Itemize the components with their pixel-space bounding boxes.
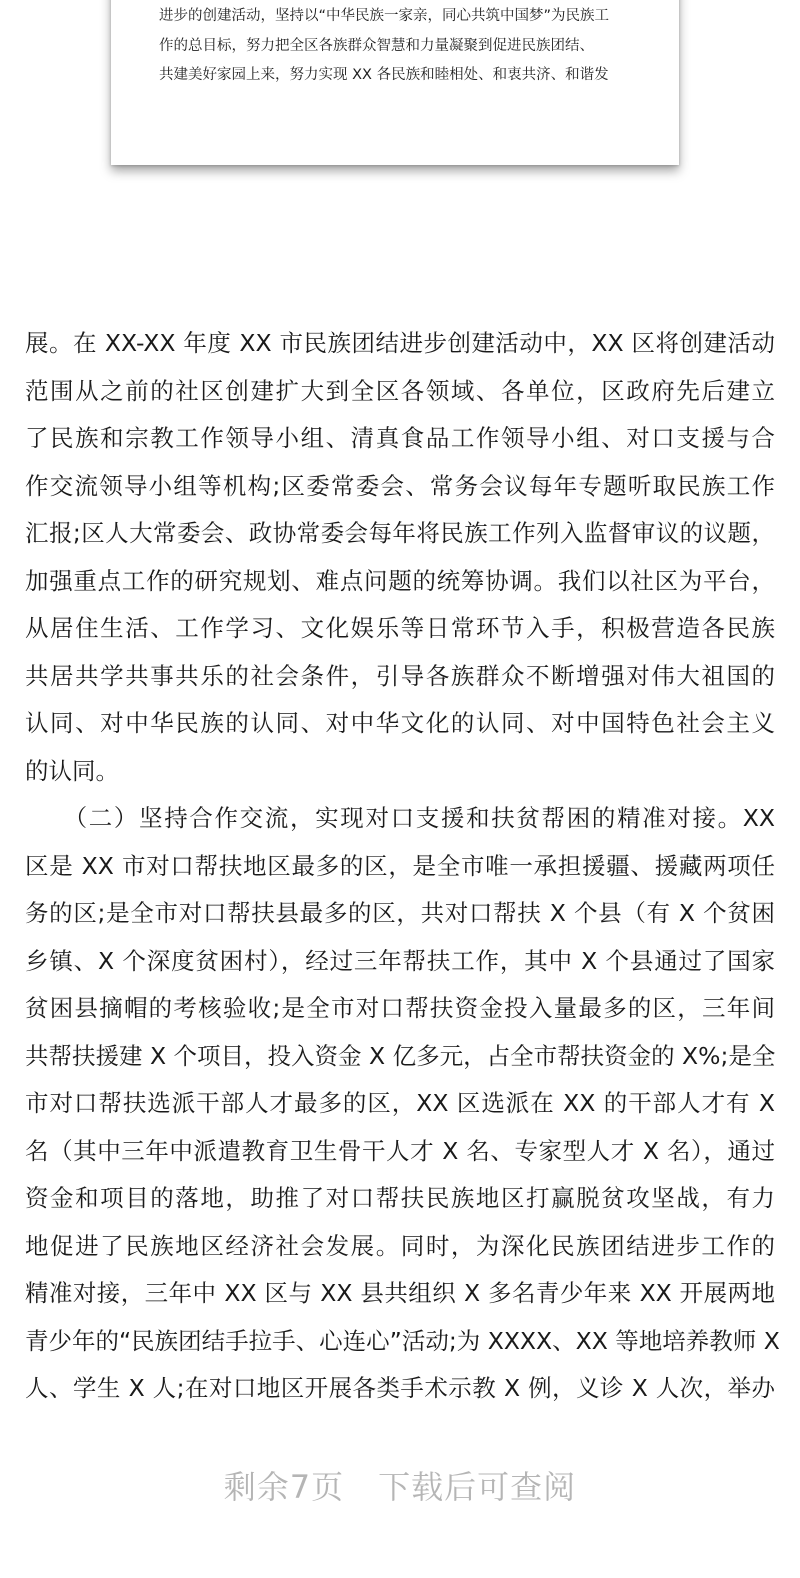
- download-prompt[interactable]: [0, 1462, 800, 1508]
- body-line: 作交流领导小组等机构;区委常委会、常务会议每年专题听取民族工作: [25, 471, 775, 500]
- body-line: 了民族和宗教工作领导小组、清真食品工作领导小组、对口支援与合: [25, 424, 775, 452]
- document-body: [25, 320, 780, 1413]
- body-line: 精准对接，三年中 XX 区与 XX 县共组织 X 多名青少年来 XX 开展两地: [25, 1279, 775, 1307]
- body-line: （二）坚持合作交流，实现对口支援和扶贫帮困的精准对接。XX: [25, 804, 775, 832]
- body-line: 展。在 XX-XX 年度 XX 市民族团结进步创建活动中，XX 区将创建活动: [25, 329, 775, 357]
- body-line: 加强重点工作的研究规划、难点问题的统筹协调。我们以社区为平台，: [25, 566, 775, 595]
- body-line: 认同、对中华民族的认同、对中华文化的认同、对中国特色社会主义: [25, 709, 775, 737]
- body-line: 贫困县摘帽的考核验收;是全市对口帮扶资金投入量最多的区，三年间: [25, 994, 775, 1022]
- body-line: 区是 XX 市对口帮扶地区最多的区，是全市唯一承担援疆、援藏两项任: [25, 851, 775, 880]
- body-line: 人、学生 X 人;在对口地区开展各类手术示教 X 例，义诊 X 人次，举办: [25, 1374, 775, 1402]
- body-line: 共帮扶援建 X 个项目，投入资金 X 亿多元，占全市帮扶资金的 X%;是全: [25, 1041, 776, 1070]
- body-line: 青少年的“民族团结手拉手、心连心”活动;为 XXXX、XX 等地培养教师 X: [25, 1326, 780, 1355]
- body-line: 共居共学共事共乐的社会条件，引导各族群众不断增强对伟大祖国的: [25, 661, 775, 690]
- preview-line: 共建美好家园上来，努力实现 XX 各民族和睦相处、和衷共济、和谐发: [159, 67, 609, 83]
- remaining-pages-label: 剩余7页: [223, 1468, 345, 1506]
- body-line: 乡镇、X 个深度贫困村），经过三年帮扶工作，其中 X 个县通过了国家: [25, 946, 775, 975]
- body-line: 的认同。: [25, 756, 119, 785]
- body-line: 汇报;区人大常委会、政协常委会每年将民族工作列入监督审议的议题，: [25, 519, 775, 547]
- preview-text: [159, 2, 649, 91]
- body-line: 名（其中三年中派遣教育卫生骨干人才 X 名、专家型人才 X 名），通过: [25, 1136, 775, 1165]
- preview-line: 作的总目标，努力把全区各族群众智慧和力量凝聚到促进民族团结、: [159, 37, 594, 54]
- preview-line: 进步的创建活动，坚持以“中华民族一家亲，同心共筑中国梦”为民族工: [159, 8, 610, 24]
- body-line: 地促进了民族地区经济社会发展。同时，为深化民族团结进步工作的: [25, 1231, 775, 1260]
- body-line: 务的区;是全市对口帮扶县最多的区，共对口帮扶 X 个县（有 X 个贫困: [25, 899, 775, 927]
- download-to-view-label: 下载后可查阅: [378, 1468, 577, 1506]
- body-line: 范围从之前的社区创建扩大到全区各领域、各单位，区政府先后建立: [25, 376, 775, 405]
- body-line: 资金和项目的落地，助推了对口帮扶民族地区打赢脱贫攻坚战，有力: [25, 1184, 775, 1212]
- body-line: 市对口帮扶选派干部人才最多的区，XX 区选派在 XX 的干部人才有 X: [25, 1089, 775, 1117]
- preview-card: [111, 0, 679, 165]
- body-line: 从居住生活、工作学习、文化娱乐等日常环节入手，积极营造各民族: [25, 614, 775, 642]
